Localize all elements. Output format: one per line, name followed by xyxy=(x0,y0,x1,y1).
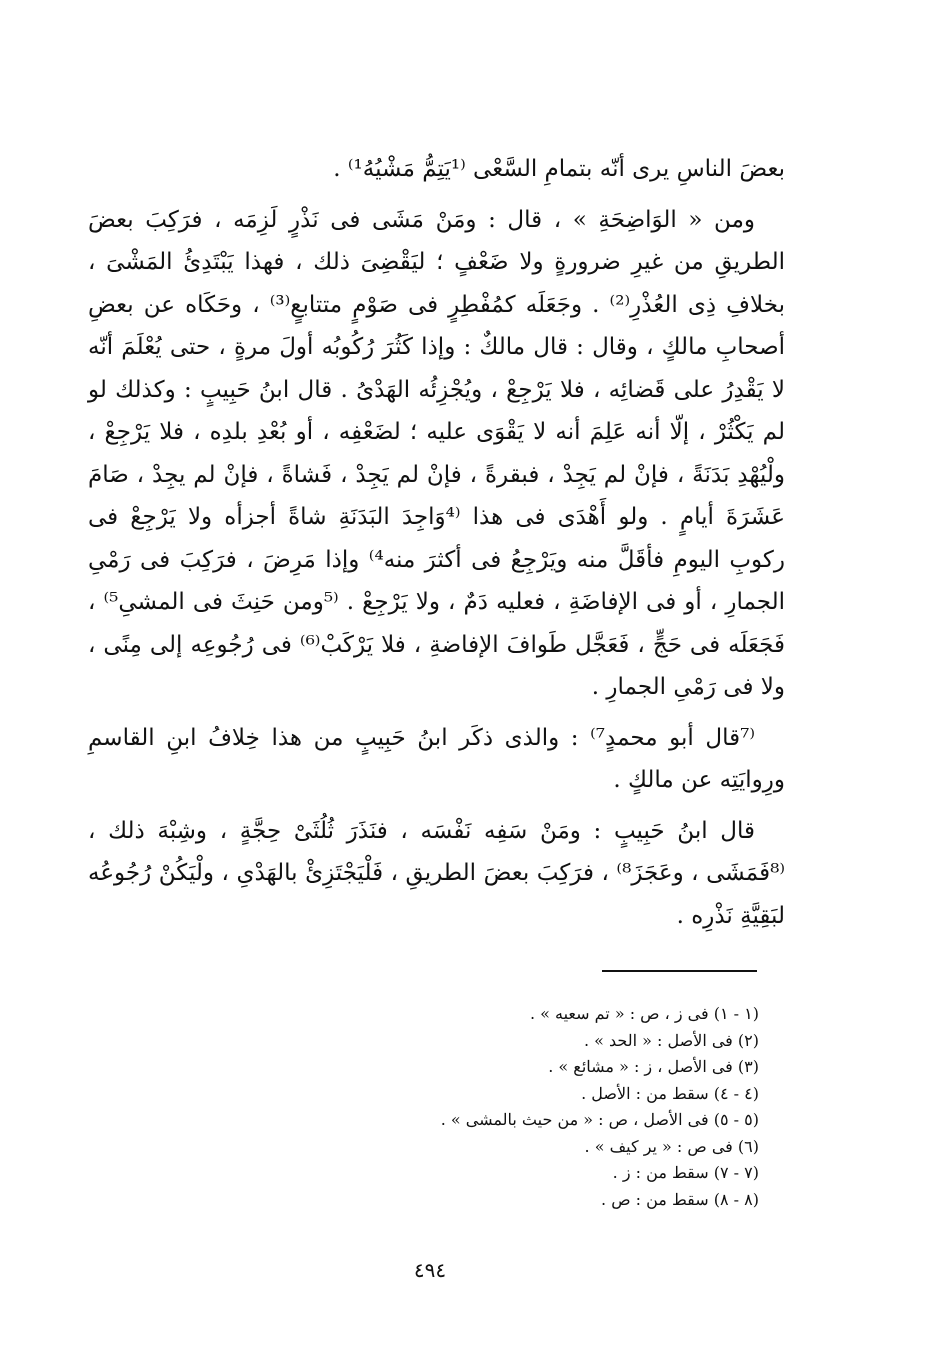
footnote-8: (٨ - ٨) سقط من : ص . xyxy=(601,1189,759,1209)
footnote-2: (٢) فى الأصل : « الحد » . xyxy=(583,1030,759,1050)
page-number: ٤٩٤ xyxy=(413,1258,447,1282)
footnote-5: (٥ - ٥) فى الأصل ، ص : « من حيث بالمشى » . xyxy=(440,1110,759,1129)
paragraph-2: ومن « الوَاضِحَةِ » ، قال : ومَنْ مَشَى فى نَذْرٍ لَزِمَه ، فرَكِبَ بعضَ الطريقِ من غيرِ ضرورةٍ ولا ضَعْفٍ ؛ ليَقْضِىَ ذلك ، فهذا يَبْتَدِئُ المَشْىَ ، بخلافِ ذِى العُذْرِ⁽²⁾ . وجَعَلَه كمُفْطِرٍ فى صَوْمٍ متتابعٍ⁽³⁾ ، وحَكَاه عن بعضِ أصحابِ مالكٍ ، وقال : قال مالكٌ : وإذا كَثُرَ رُكُوبُه أولَ مرةٍ ، حتى يُعْلَمَ أنّه لا يَقْدِرُ على قَضائِه ، فلا يَرْجِعْ ، ويُجْزِئُه الهَدْىُ . قال ابنُ حَبِيبٍ : وكذلك لو لم يَكْثُرْ ، إلّا أنه عَلِمَ أنه لا يَقْوَى عليه ؛ لضَعْفِه ، أو بُعْدِ بلدِه ، فلا يَرْجِعْ ، ولْيُهْدِ بَدَنَةً ، فإنْ لم يَجِدْ ، فبقرةً ، فإنْ لم يَجِدْ ، فَشاةً ، فإنْ لم يجِدْ ، صَامَ عَشَرَةَ أيامٍ . ولو أَهْدَى فى هذا ⁽⁴وَاجِدَ البَدَنَةِ شاةً أجزأه ولا يَرْجِعْ فى ركوبِ اليومِ فأقَلَّ منه ويَرْجِعُ فى أكثرَ منه⁴⁾ وإذا مَرِضَ ، فرَكِبَ فى رَمْىِ الجمارِ ، أو فى الإفاضَةِ ، فعليه دَمٌ ، ولا يَرْجِعْ . ⁽⁵ومن حَنِثَ فى المشىِ⁵⁾ ، فَجَعَلَه فى حَجٍّ ، فَعَجَّل طَوافَ الإفاضةِ ، فلا يَرْكَبْ⁽⁶⁾ فى رُجُوعِه إلى مِنًى ، ولا فى رَمْىِ الجمارِ . xyxy=(88,206,785,700)
paragraph-3: ⁽⁷قال أبو محمدٍ⁷⁾ : والذى ذكَر ابنُ حَبِيبٍ من هذا خِلافُ ابنِ القاسمِ ورِوايَتِه عن مالكٍ . xyxy=(88,724,785,793)
footnote-6: (٦) فى ص : « ير كيف » . xyxy=(584,1136,759,1156)
footnote-3: (٣) فى الأصل ، ز : « مشائع » . xyxy=(548,1057,759,1076)
footnotes xyxy=(199,1001,759,1213)
main-text xyxy=(88,148,785,937)
footnote-4: (٤ - ٤) سقط من : الأصل . xyxy=(581,1083,759,1103)
footnote-1: (١ - ١) فى ز ، ص : « تم سعيه » . xyxy=(529,1004,759,1023)
footnote-7: (٧ - ٧) سقط من : ز . xyxy=(612,1163,759,1182)
paragraph-4: قال ابنُ حَبِيبٍ : ومَنْ سَفِه نَفْسَه ، فنَذَرَ ثُلُثَىْ حِجَّةٍ ، وشِبْهَ ذلك ، ⁽⁸فَمَشَى ، وعَجَزَ⁸⁾ ، فرَكِبَ بعضَ الطريقِ ، فَلْيَجْتَزِئْ بالهَدْىِ ، ولْيَكُنْ رُجُوعُه لبَقِيَّةِ نَذْرِه . xyxy=(88,817,785,929)
paragraph-1: بعضَ الناسِ يرى أنّه بتمامِ السَّعْى ⁽¹يَتِمُّ مَشْيُهُ¹⁾ . xyxy=(333,156,785,182)
footnote-separator xyxy=(602,970,757,972)
